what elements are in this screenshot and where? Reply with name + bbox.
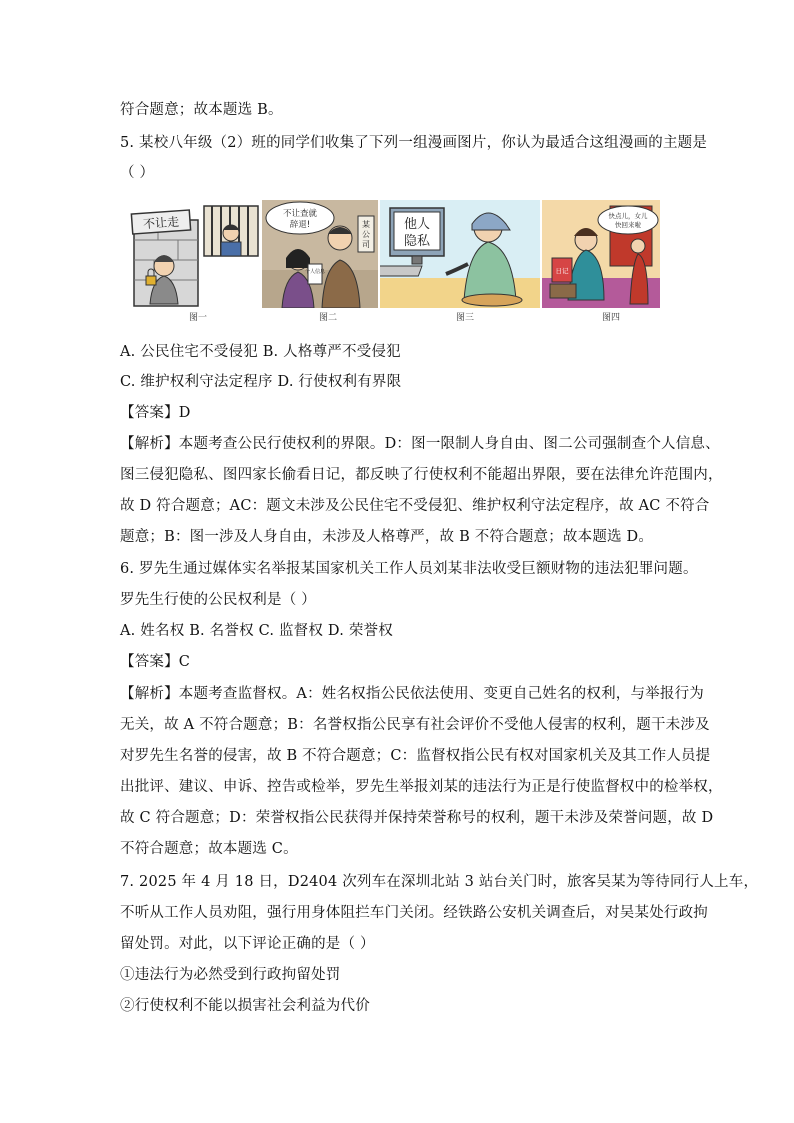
question-5-answer: 【答案】D: [120, 405, 191, 421]
question-7-statement-1: ①违法行为必然受到行政拘留处罚: [120, 967, 341, 983]
question-6-analysis-line6: 不符合题意；故本题选 C。: [120, 841, 298, 857]
question-5-options-ab: A. 公民住宅不受侵犯 B. 人格尊严不受侵犯: [120, 344, 401, 360]
panel3-screen-line2: 隐私: [403, 234, 431, 249]
question-5-analysis-line2: 图三侵犯隐私、图四家长偷看日记，都反映了行使权利不能超出界限，要在法律允许范围内，: [120, 467, 723, 483]
text-line-prev-answer-end: 符合题意；故本题选 B。: [120, 102, 283, 118]
panel2-card-label: 个人信息: [304, 269, 326, 275]
panel4-bubble-line2: 快回来啦: [615, 221, 641, 229]
question-6-analysis-line3: 对罗先生名誉的侵害，故 B 不符合题意；C：监督权指公民有权对国家机关及其工作人员提: [120, 748, 711, 764]
cartoon-strip: [128, 200, 660, 324]
panel4-diary-label: 日记: [555, 267, 569, 275]
question-5-analysis-line4: 题意；B：图一涉及人身自由，未涉及人格尊严，故 B 不符合题意；故本题选 D。: [120, 529, 654, 545]
panel2-bubble-line1: 不让查就: [282, 209, 318, 219]
panel2-bubble-line2: 辞退!: [289, 220, 311, 230]
panel2-company-char3: 司: [362, 240, 370, 249]
question-6-analysis-line5: 故 C 符合题意；D：荣誉权指公民获得并保持荣誉称号的权利，题干未涉及荣誉问题，故 D: [120, 810, 714, 826]
cartoon-panel-4: [542, 200, 660, 308]
question-5-blank: （ ）: [120, 165, 155, 181]
panel-1-caption: 图一: [188, 313, 207, 323]
question-7-statement-2: ②行使权利不能以损害社会利益为代价: [120, 998, 370, 1014]
question-6-answer: 【答案】C: [120, 654, 191, 670]
question-7-stem-line2: 不听从工作人员劝阻，强行用身体阻拦车门关闭。经铁路公安机关调查后，对吴某处行政拘: [120, 905, 708, 921]
question-6-analysis-line2: 无关，故 A 不符合题意；B：名誉权指公民享有社会评价不受他人侵害的权利，题干未涉及: [120, 717, 710, 733]
question-5-stem: 5. 某校八年级（2）班的同学们收集了下列一组漫画图片，你认为最适合这组漫画的主题是: [120, 135, 708, 151]
question-6-analysis-line4: 出批评、建议、申诉、控告或检举，罗先生举报刘某的违法行为正是行使监督权中的检举权，: [120, 779, 723, 795]
cartoon-panel-2: [262, 200, 378, 308]
panel2-company-char1: 某: [362, 220, 370, 229]
panel3-screen-line1: 他人: [403, 217, 431, 232]
panel-2-caption: 图二: [318, 313, 337, 323]
question-5-options-cd: C. 维护权利守法定程序 D. 行使权利有界限: [120, 374, 402, 390]
question-7-stem-line1: 7. 2025 年 4 月 18 日，D2404 次列车在深圳北站 3 站台关门时，旅客吴某为等待同行人上车，: [120, 874, 759, 890]
cartoon-panel-3: [380, 200, 540, 308]
panel1-sign: 不让走: [142, 214, 180, 232]
panel-3-caption: 图三: [455, 313, 474, 323]
panel2-company-char2: 公: [362, 230, 370, 239]
panel4-bubble-line1: 快点儿，女儿: [608, 212, 648, 220]
question-6-analysis-line1: 【解析】本题考查监督权。A：姓名权指公民依法使用、变更自己姓名的权利，与举报行为: [120, 686, 704, 702]
question-6-stem-line1: 6. 罗先生通过媒体实名举报某国家机关工作人员刘某非法收受巨额财物的违法犯罪问题。: [120, 561, 698, 577]
question-7-stem-line3: 留处罚。对此，以下评论正确的是（ ）: [120, 936, 375, 952]
question-6-stem-line2: 罗先生行使的公民权利是（ ）: [120, 592, 316, 608]
question-5-analysis-line1: 【解析】本题考查公民行使权利的界限。D：图一限制人身自由、图二公司强制查个人信息、: [120, 436, 720, 452]
question-6-options: A. 姓名权 B. 名誉权 C. 监督权 D. 荣誉权: [120, 623, 393, 639]
cartoon-panel-1: [128, 200, 261, 308]
panel-4-caption: 图四: [601, 313, 620, 323]
question-5-analysis-line3: 故 D 符合题意；AC：题文未涉及公民住宅不受侵犯、维护权利守法定程序，故 AC 不符合: [120, 498, 710, 514]
